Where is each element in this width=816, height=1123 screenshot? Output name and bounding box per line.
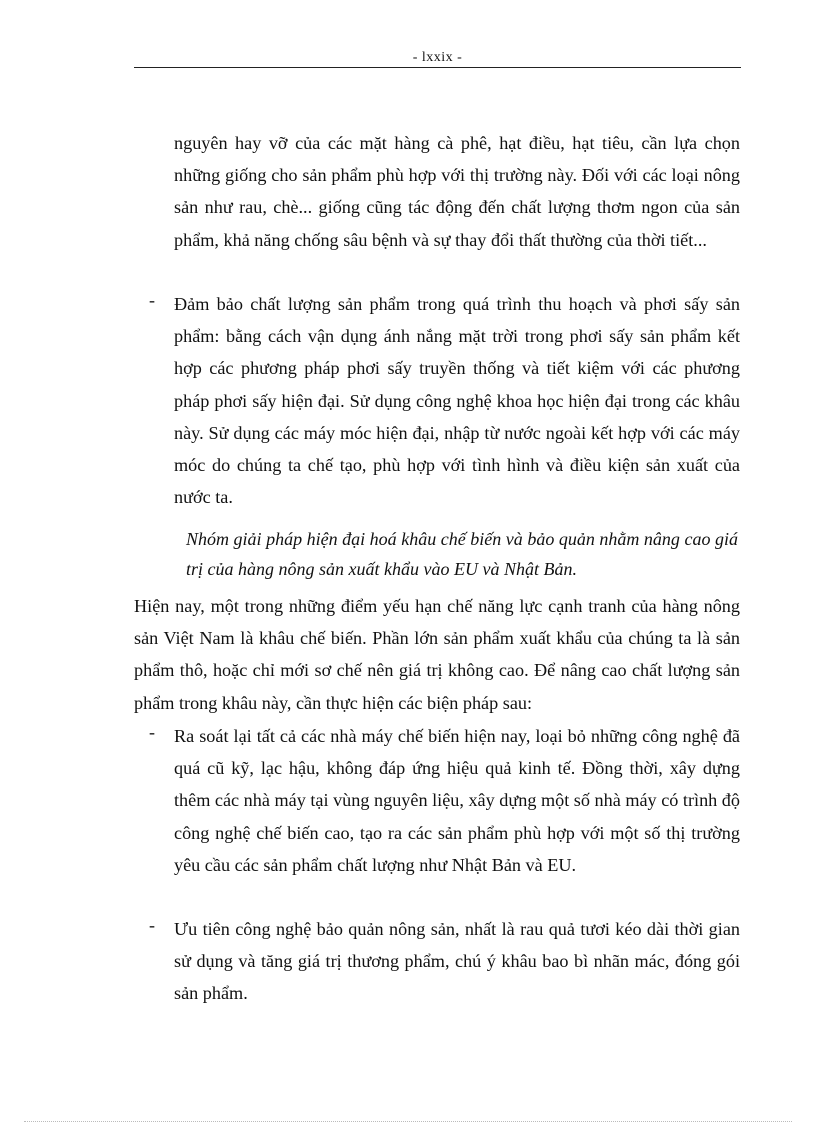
bullet-marker: - [149, 290, 155, 310]
header-divider [134, 67, 741, 68]
bullet-marker: - [149, 722, 155, 742]
bullet-item-harvest-drying: Đảm bảo chất lượng sản phẩm trong quá trình thu hoạch và phơi sấy sản phẩm: bằng cách vận dụng ánh nắng mặt trời trong phơi sấy sản phẩm kết hợp các phương pháp phơi sấy truyền thống và tiết kiệm với các phương pháp phơi sấy hiện đại. Sử dụng công nghệ khoa học hiện đại trong các khâu này. Sử dụng các máy móc hiện đại, nhập từ nước ngoài kết hợp với các máy móc do chúng ta chế tạo, phù hợp với tình hình và điều kiện sản xuất của nước ta. [174, 294, 740, 508]
section-heading-italic: Nhóm giải pháp hiện đại hoá khâu chế biến và bảo quản nhằm nâng cao giá trị của hàng nông sản xuất khẩu vào EU và Nhật Bản. [186, 529, 738, 579]
bullet-marker: - [149, 915, 155, 935]
page-number: - lxxix - [412, 50, 463, 65]
page-bottom-border [24, 1121, 792, 1122]
paragraph-continuation: nguyên hay vỡ của các mặt hàng cà phê, hạt điều, hạt tiêu, cần lựa chọn những giống cho sản phẩm phù hợp với thị trường này. Đối với các loại nông sản như rau, chè... giống cũng tác động đến chất lượng thơm ngon của sản phẩm, khả năng chống sâu bệnh và sự thay đổi thất thường của thời tiết... [174, 133, 740, 250]
bullet-item-factory-review: Ra soát lại tất cả các nhà máy chế biến hiện nay, loại bỏ những công nghệ đã quá cũ kỹ, lạc hậu, không đáp ứng hiệu quả kinh tế. Đồng thời, xây dựng thêm các nhà máy tại vùng nguyên liệu, xây dựng một số nhà máy có trình độ công nghệ chế biến cao, tạo ra các sản phẩm phù hợp với một số thị trường yêu cầu các sản phẩm chất lượng như Nhật Bản và EU. [174, 726, 740, 875]
bullet-item-preservation: Ưu tiên công nghệ bảo quản nông sản, nhất là rau quả tươi kéo dài thời gian sử dụng và tăng giá trị thương phẩm, chú ý khâu bao bì nhãn mác, đóng gói sản phẩm. [174, 919, 740, 1004]
paragraph-processing-intro: Hiện nay, một trong những điểm yếu hạn chế năng lực cạnh tranh của hàng nông sản Việt Nam là khâu chế biến. Phần lớn sản phẩm xuất khẩu của chúng ta là sản phẩm thô, hoặc chỉ mới sơ chế nên giá trị không cao. Để nâng cao chất lượng sản phẩm trong khâu này, cần thực hiện các biện pháp sau: [134, 596, 740, 713]
